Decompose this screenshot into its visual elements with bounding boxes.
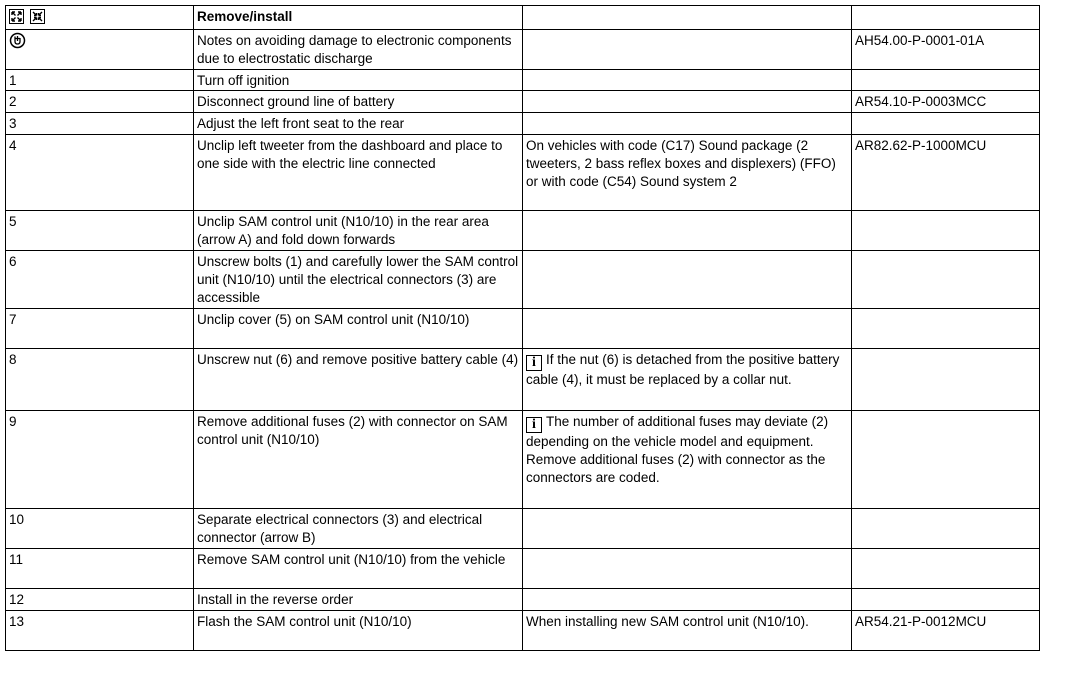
- table-header-row: [6, 6, 1040, 30]
- step-number: 11: [6, 549, 194, 589]
- table-row: [6, 589, 1040, 611]
- step-note: On vehicles with code (C17) Sound package (2 tweeters, 2 bass reflex boxes and displexers) (FFO) or with code (C54) Sound system 2: [523, 135, 852, 211]
- step-note: [523, 349, 852, 411]
- table-row: [6, 549, 1040, 589]
- table-row: [6, 91, 1040, 113]
- notes-text: Notes on avoiding damage to electronic components due to electrostatic discharge: [194, 30, 523, 70]
- step-number: 13: [6, 611, 194, 651]
- step-number: 12: [6, 589, 194, 611]
- table-row: [6, 349, 1040, 411]
- step-number: 5: [6, 211, 194, 251]
- step-note: [523, 411, 852, 509]
- step-reference-link: [852, 211, 1040, 251]
- zoom-out-icon[interactable]: [30, 9, 45, 29]
- table-row: [6, 309, 1040, 349]
- info-note-text: The number of additional fuses may deviate (2) depending on the vehicle model and equipment.: [526, 414, 829, 449]
- table-row: [6, 509, 1040, 549]
- table-row: [6, 251, 1040, 309]
- header-empty-cell: [852, 6, 1040, 30]
- step-action: Adjust the left front seat to the rear: [194, 113, 523, 135]
- step-note: When installing new SAM control unit (N10/10).: [523, 611, 852, 651]
- esd-warning-icon: [9, 32, 26, 54]
- step-action: Separate electrical connectors (3) and electrical connector (arrow B): [194, 509, 523, 549]
- step-number: 10: [6, 509, 194, 549]
- step-action: Install in the reverse order: [194, 589, 523, 611]
- table-row: [6, 611, 1040, 651]
- step-reference-link: [852, 411, 1040, 509]
- step-note: [523, 70, 852, 91]
- step-reference-link[interactable]: AR54.21-P-0012MCU: [852, 611, 1040, 651]
- step-note: [523, 589, 852, 611]
- step-action: Unclip SAM control unit (N10/10) in the rear area (arrow A) and fold down forwards: [194, 211, 523, 251]
- step-number: 6: [6, 251, 194, 309]
- step-reference-link[interactable]: AR82.62-P-1000MCU: [852, 135, 1040, 211]
- step-number: 7: [6, 309, 194, 349]
- step-action: Disconnect ground line of battery: [194, 91, 523, 113]
- step-reference-link: [852, 113, 1040, 135]
- info-note-text: If the nut (6) is detached from the positive battery cable (4), it must be replaced by a collar nut.: [526, 352, 840, 387]
- step-number: 8: [6, 349, 194, 411]
- zoom-fit-icon[interactable]: [9, 9, 24, 29]
- info-icon: i: [526, 355, 542, 371]
- step-action: Turn off ignition: [194, 70, 523, 91]
- header-icons-cell: [6, 6, 194, 30]
- step-action: Unscrew nut (6) and remove positive battery cable (4): [194, 349, 523, 411]
- step-action: Unclip left tweeter from the dashboard and place to one side with the electric line connected: [194, 135, 523, 211]
- step-note: [523, 549, 852, 589]
- step-reference-link[interactable]: AR54.10-P-0003MCC: [852, 91, 1040, 113]
- step-number: 4: [6, 135, 194, 211]
- step-number: 1: [6, 70, 194, 91]
- step-note: [523, 113, 852, 135]
- notes-ref-link[interactable]: AH54.00-P-0001-01A: [852, 30, 1040, 70]
- step-note: [523, 251, 852, 309]
- step-reference-link: [852, 70, 1040, 91]
- step-reference-link: [852, 309, 1040, 349]
- step-number: 2: [6, 91, 194, 113]
- step-reference-link: [852, 251, 1040, 309]
- step-note: [523, 509, 852, 549]
- step-action: Remove additional fuses (2) with connector on SAM control unit (N10/10): [194, 411, 523, 509]
- step-number: 9: [6, 411, 194, 509]
- table-row: [6, 211, 1040, 251]
- steps-body: [6, 70, 1040, 651]
- step-reference-link: [852, 509, 1040, 549]
- header-empty-cell: [523, 6, 852, 30]
- extra-note-text: Remove additional fuses (2) with connector as the connectors are coded.: [526, 452, 826, 485]
- step-reference-link: [852, 549, 1040, 589]
- table-row: [6, 113, 1040, 135]
- step-note: [523, 91, 852, 113]
- table-row: [6, 70, 1040, 91]
- step-note: [523, 211, 852, 251]
- step-action: Unscrew bolts (1) and carefully lower the SAM control unit (N10/10) until the electrical connectors (3) are accessible: [194, 251, 523, 309]
- header-title: Remove/install: [194, 6, 523, 30]
- table-row: [6, 135, 1040, 211]
- table-row: [6, 30, 1040, 70]
- step-number: 3: [6, 113, 194, 135]
- step-action: Flash the SAM control unit (N10/10): [194, 611, 523, 651]
- step-note: [523, 309, 852, 349]
- step-reference-link: [852, 349, 1040, 411]
- notes-empty-cell: [523, 30, 852, 70]
- info-icon: i: [526, 417, 542, 433]
- step-action: Unclip cover (5) on SAM control unit (N10/10): [194, 309, 523, 349]
- table-row: [6, 411, 1040, 509]
- step-action: Remove SAM control unit (N10/10) from the vehicle: [194, 549, 523, 589]
- step-reference-link: [852, 589, 1040, 611]
- notes-icon-cell: [6, 30, 194, 70]
- procedure-table: [5, 5, 1040, 651]
